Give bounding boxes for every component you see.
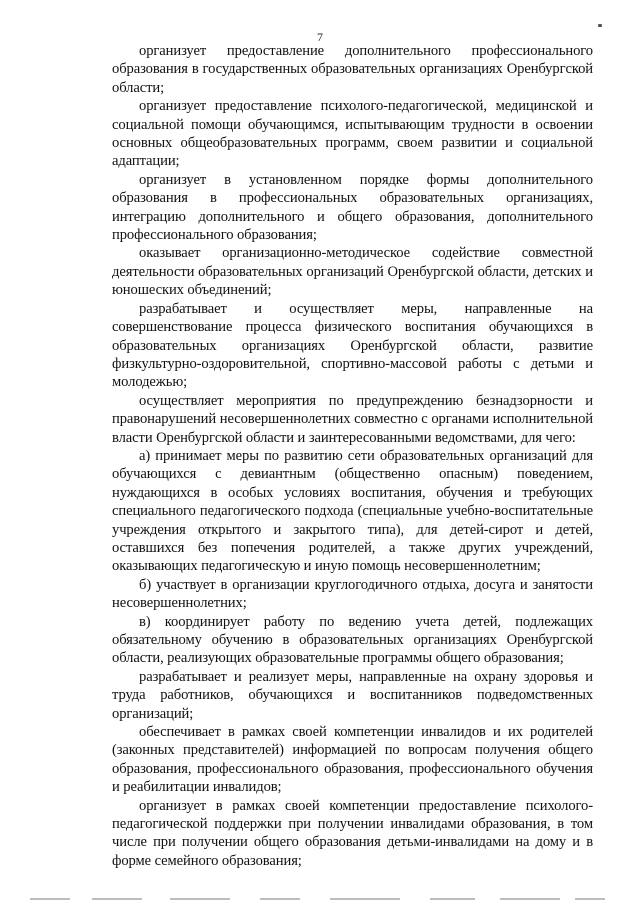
paragraph: разрабатывает и реализует меры, направленные на охрану здоровья и труда работников, обучающихся и воспитанников подведомственных организаций; xyxy=(112,668,593,722)
paragraph: организует в установленном порядке формы дополнительного образования в профессиональных образовательных организациях, интеграцию дополнительного и общего образования, дополнительного профессионального образования; xyxy=(112,171,593,244)
paragraph: организует предоставление психолого-педагогической, медицинской и социальной помощи обучающимся, испытывающим трудности в освоении основных общеобразовательных программ, своем развитии и социальной адаптации; xyxy=(112,98,593,170)
paragraph: разрабатывает и осуществляет меры, направленные на совершенствование процесса физического воспитания обучающихся в образовательных организациях Оренбургской области, развитие физкультурно-оздоровительной, спортивно-массовой работы с детьми и молодежью; xyxy=(112,300,593,391)
paragraph: в) координирует работу по ведению учета детей, подлежащих обязательному обучению в образовательных организациях Оренбургской области, реализующих образовательные программы общего образования; xyxy=(112,613,593,667)
paragraph: организует предоставление дополнительного профессионального образования в государственных образовательных организациях Оренбургской области; xyxy=(112,43,593,96)
paragraph: обеспечивает в рамках своей компетенции инвалидов и их родителей (законных представителей) информацией по вопросам получения общего образования, профессионального образования, профессионального обучения и реабилитации инвалидов; xyxy=(112,724,593,796)
document-body xyxy=(112,42,593,870)
page-number: 7 xyxy=(317,30,323,44)
paragraph: организует в рамках своей компетенции предоставление психолого-педагогической поддержки при получении инвалидами образования, в том числе при получении общего образования детьми-инвалидами на дому и в форме семейного образования; xyxy=(112,797,593,869)
paragraph: осуществляет мероприятия по предупреждению безнадзорности и правонарушений несовершеннолетних совместно с органами исполнительной власти Оренбургской области и заинтересованными ведомствами, для чего: xyxy=(112,392,593,446)
paragraph: а) принимает меры по развитию сети образовательных организаций для обучающихся с девиантным (общественно опасным) поведением, нуждающихся в особых условиях воспитания, обучения и требующих специального педагогического подхода (специальные учебно-воспитательные учреждения открытого и закрытого типа), для детей-сирот и детей, оставшихся без попечения родителей, а также других учреждений, оказывающих педагогическую и иную помощь несовершеннолетним; xyxy=(112,447,593,575)
paragraph: оказывает организационно-методическое содействие совместной деятельности образовательных организаций Оренбургской области, детских и юношеских объединений; xyxy=(112,245,593,299)
paragraph: б) участвует в организации круглогодичного отдыха, досуга и занятости несовершеннолетних; xyxy=(112,576,593,612)
scan-bottom-artifacts xyxy=(30,898,610,902)
scan-artifact-mark xyxy=(598,24,602,27)
